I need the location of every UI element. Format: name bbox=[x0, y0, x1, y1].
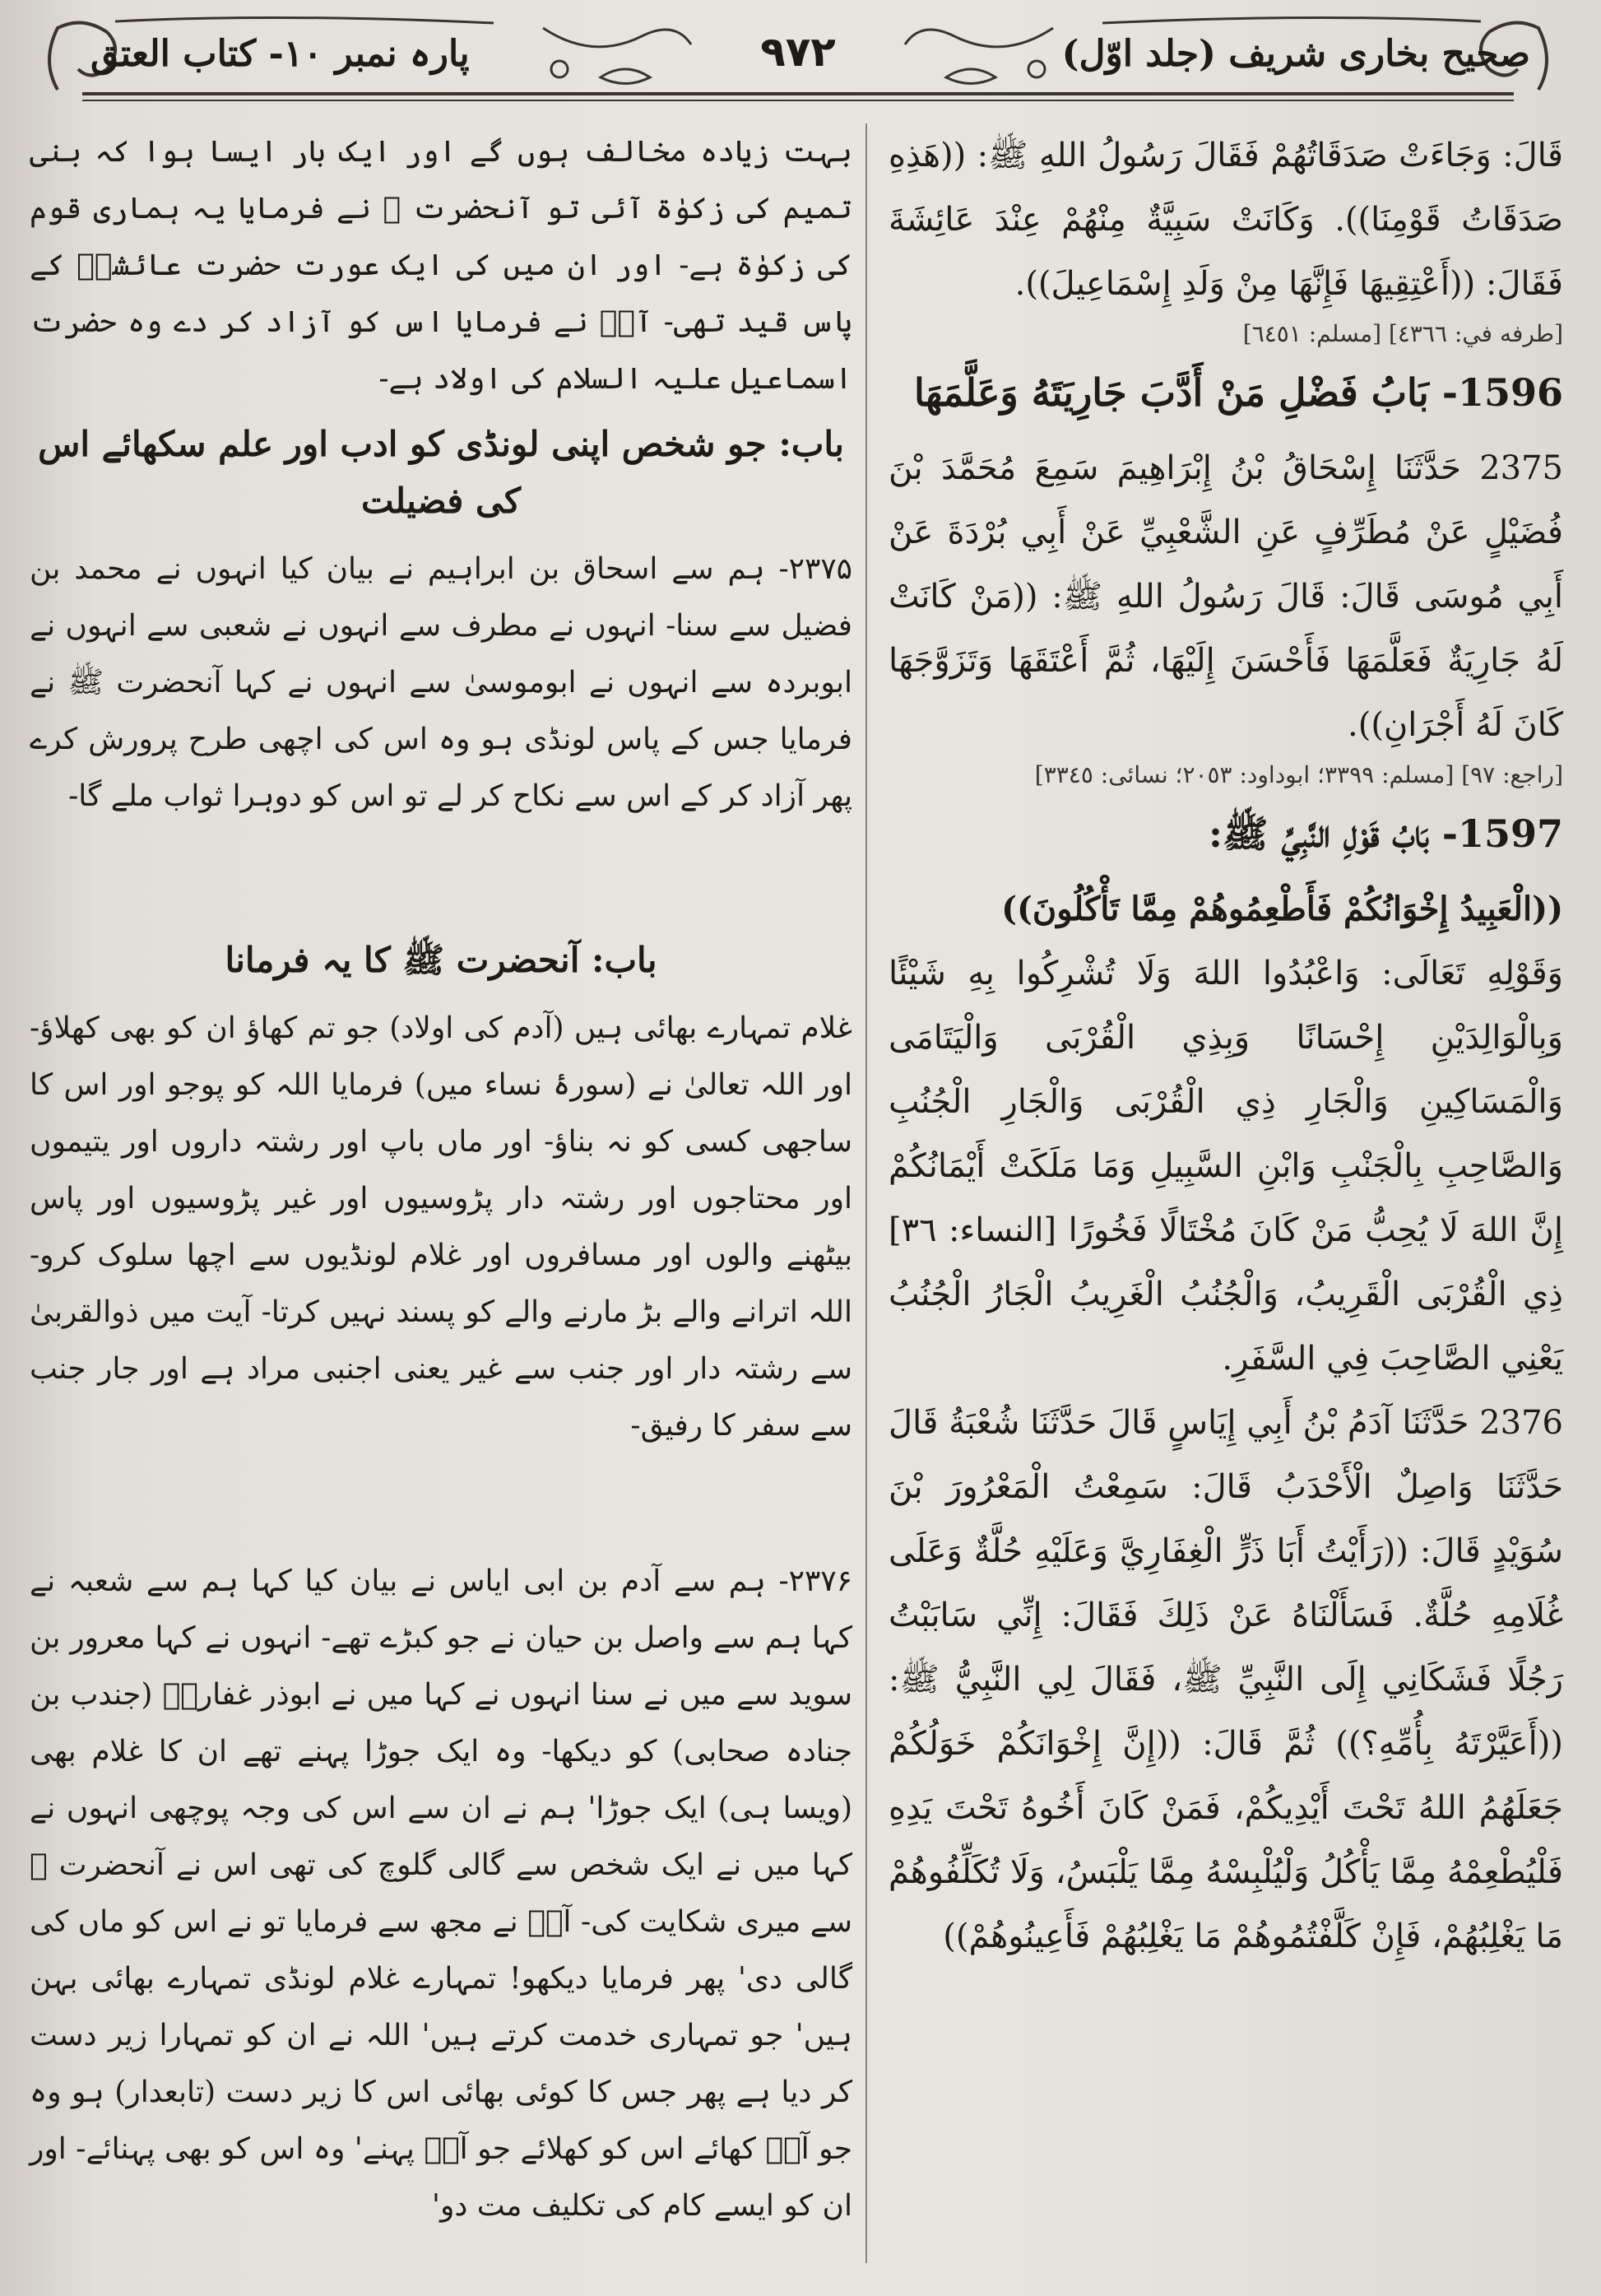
arabic-column bbox=[889, 123, 1563, 1968]
intro-urdu-text: بہت زیادہ مخالف ہوں گے اور ایک بار ایسا ہوا کہ بنی تمیم کی زکوٰۃ آئی تو آنحضرت ﷺ نے فرمایا یہ ہماری قوم کی زکوٰۃ ہے- اور ان میں کی ایک عورت حضرت عائشہؓ کے پاس قید تھی- آپؐ نے فرمایا اس کو آزاد کر دے وہ حضرت اسماعیل علیہ السلام کی اولاد ہے- bbox=[30, 135, 852, 396]
chapter-1597-quote: ((الْعَبِيدُ إِخْوَانُكُمْ فَأَطْعِمُوهُمْ مِمَّا تَأْكُلُونَ)) bbox=[1001, 890, 1563, 928]
hadith-2375-reference: [راجع: ٩٧] [مسلم: ٣٣٩٩؛ ابوداود: ٢٠٥٣؛ نسائی: ٣٣٤٥] bbox=[1034, 761, 1563, 788]
hadith-2375-arabic: 2375 حَدَّثَنَا إِسْحَاقُ بْنُ إِبْرَاهِيمَ سَمِعَ مُحَمَّدَ بْنَ فُضَيْلٍ عَنْ مُطَرِّفٍ عَنِ الشَّعْبِيِّ عَنْ أَبِي بُرْدَةَ عَنْ أَبِي مُوسَى قَالَ: قَالَ رَسُولُ اللهِ ﷺ: ((مَنْ كَانَتْ لَهُ جَارِيَةٌ فَعَلَّمَهَا فَأَحْسَنَ إِلَيْهَا، ثُمَّ أَعْتَقَهَا وَتَزَوَّجَهَا كَانَ لَهُ أَجْرَانِ)). bbox=[889, 449, 1563, 744]
hadith-2376-arabic: 2376 حَدَّثَنَا آدَمُ بْنُ أَبِي إِيَاسٍ قَالَ حَدَّثَنَا شُعْبَةُ قَالَ حَدَّثَنَا وَاصِلٌ الْأَحْدَبُ قَالَ: سَمِعْتُ الْمَعْرُورَ بْنَ سُوَيْدٍ قَالَ: ((رَأَيْتُ أَبَا ذَرٍّ الْغِفَارِيَّ وَعَلَيْهِ حُلَّةٌ وَعَلَى غُلَامِهِ حُلَّةٌ. فَسَأَلْنَاهُ عَنْ ذَلِكَ فَقَالَ: إِنِّي سَابَبْتُ رَجُلًا فَشَكَانِي إِلَى النَّبِيِّ ﷺ، فَقَالَ لِي النَّبِيُّ ﷺ: ((أَعَيَّرْتَهُ بِأُمِّهِ؟)) ثُمَّ قَالَ: ((إِنَّ إِخْوَانَكُمْ خَوَلُكُمْ جَعَلَهُمُ اللهُ تَحْتَ أَيْدِيكُمْ، فَمَنْ كَانَ أَخُوهُ تَحْتَ يَدِهِ فَلْيُطْعِمْهُ مِمَّا يَأْكُلُ وَلْيُلْبِسْهُ مِمَّا يَلْبَسُ، وَلَا تُكَلِّفُوهُمْ مَا يَغْلِبُهُمْ، فَإِنْ كَلَّفْتُمُوهُمْ مَا يَغْلِبُهُمْ فَأَعِينُوهُمْ)) bbox=[889, 1404, 1563, 1955]
chapter-1596-heading-arabic: 1596- بَابُ فَضْلِ مَنْ أَدَّبَ جَارِيَتَهُ وَعَلَّمَهَا bbox=[914, 370, 1563, 415]
chapter-1597-heading-urdu: باب: آنحضرت ﷺ کا یہ فرمانا bbox=[225, 940, 657, 980]
page-header bbox=[33, 12, 1563, 109]
urdu-column bbox=[30, 123, 852, 2234]
book-title: صحیح بخاری شریف (جلد اوّل) bbox=[1061, 33, 1530, 75]
hadith-2376-urdu: ۲۳۷۶- ہم سے آدم بن ابی ایاس نے بیان کیا کہا ہم سے شعبہ نے کہا ہم سے واصل بن حیان نے جو کبڑے تھے- انہوں نے کہا معرور بن سوید سے میں نے سنا انہوں نے کہا میں نے ابوذر غفاریؓ (جندب بن جنادہ صحابی) کو دیکھا- وہ ایک جوڑا پہنے تھے ان کا غلام بھی (ویسا ہی) ایک جوڑا' ہم نے ان سے اس کی وجہ پوچھی انہوں نے کہا میں نے ایک شخص سے گالی گلوچ کی تھی اس نے آنحضرت ﷺ سے میری شکایت کی- آپؐ نے مجھ سے فرمایا تو نے اس کو ماں کی گالی دی' پھر فرمایا دیکھو! تمہارے غلام لونڈی تمہارے بھائی بہن ہیں' جو تمہاری خدمت کرتے ہیں' اللہ نے ان کو تمہارا زیر دست کر دیا ہے پھر جس کا کوئی بھائی اس کا زیر دست (تابعدار) ہو وہ جو آپؐ کھائے اس کو کھلائے جو آپؐ پہنے' وہ اس کو بھی پہنائے- اور ان کو ایسے کام کی تکلیف مت دو' bbox=[30, 1564, 852, 2223]
quran-verse-arabic: وَقَوْلِهِ تَعَالَى: وَاعْبُدُوا اللهَ وَلَا تُشْرِكُوا بِهِ شَيْئًا وَبِالْوَالِدَيْنِ إِحْسَانًا وَبِذِي الْقُرْبَى وَالْيَتَامَى وَالْمَسَاكِينِ وَالْجَارِ ذِي الْقُرْبَى وَالْجَارِ الْجُنُبِ وَالصَّاحِبِ بِالْجَنْبِ وَابْنِ السَّبِيلِ وَمَا مَلَكَتْ أَيْمَانُكُمْ إِنَّ اللهَ لَا يُحِبُّ مَنْ كَانَ مُخْتَالًا فَخُورًا [النساء: ٣٦] ذِي الْقُرْبَى الْقَرِيبُ، وَالْجُنُبُ الْغَرِيبُ الْجَارُ الْجُنُبُ يَعْنِي الصَّاحِبَ فِي السَّفَرِ. bbox=[889, 955, 1563, 1378]
chapter-1597-heading-arabic: 1597- بَابُ قَوْلِ النَّبِيِّ ﷺ: bbox=[1208, 811, 1563, 856]
intro-reference: [طرفه في: ٤٣٦٦] [مسلم: ٦٤٥١] bbox=[1242, 320, 1563, 347]
column-divider bbox=[865, 123, 867, 2263]
chapter-1597-urdu: غلام تمہارے بھائی ہیں (آدم کی اولاد) جو تم کھاؤ ان کو بھی کھلاؤ- اور اللہ تعالیٰ نے (سورۂ نساء میں) فرمایا اللہ کو پوجو اور اس کا ساجھی کسی کو نہ بناؤ- اور ماں باپ اور رشتہ داروں اور یتیموں اور محتاجوں اور رشتہ دار پڑوسیوں اور غیر پڑوسیوں اور پاس بیٹھنے والوں اور مسافروں اور غلام لونڈیوں سے اچھا سلوک کرو- اللہ اترانے والے بڑ مارنے والے کو پسند نہیں کرتا- آیت میں ذوالقربیٰ سے رشتہ دار اور جنب سے غیر یعنی اجنبی مراد ہے اور جار جنب سے سفر کا رفیق- bbox=[30, 1011, 852, 1443]
chapter-1596-heading-urdu: باب: جو شخص اپنی لونڈی کو ادب اور علم سکھائے اس کی فضیلت bbox=[38, 424, 844, 521]
intro-arabic-text: قَالَ: وَجَاءَتْ صَدَقَاتُهُمْ فَقَالَ رَسُولُ اللهِ ﷺ: ((هَذِهِ صَدَقَاتُ قَوْمِنَا)). وَكَانَتْ سَبِيَّةٌ مِنْهُمْ عِنْدَ عَائِشَةَ فَقَالَ: ((أَعْتِقِيهَا فَإِنَّهَا مِنْ وَلَدِ إِسْمَاعِيلَ)). bbox=[889, 137, 1563, 303]
hadith-2375-urdu: ۲۳۷۵- ہم سے اسحاق بن ابراہیم نے بیان کیا انہوں نے محمد بن فضیل سے سنا- انہوں نے مطرف سے انہوں نے شعبی سے انہوں نے ابوبردہ سے انہوں نے ابوموسیٰ سے انہوں نے کہا آنحضرت ﷺ نے فرمایا جس کے پاس لونڈی ہو وہ اس کی اچھی طرح پرورش کرے پھر آزاد کر کے اس سے نکاح کر لے تو اس کو دوہرا ثواب ملے گا- bbox=[30, 552, 852, 813]
section-title: پارہ نمبر ۱۰- کتاب العتق bbox=[90, 33, 470, 75]
page-number: ۹۷۲ bbox=[760, 28, 836, 76]
